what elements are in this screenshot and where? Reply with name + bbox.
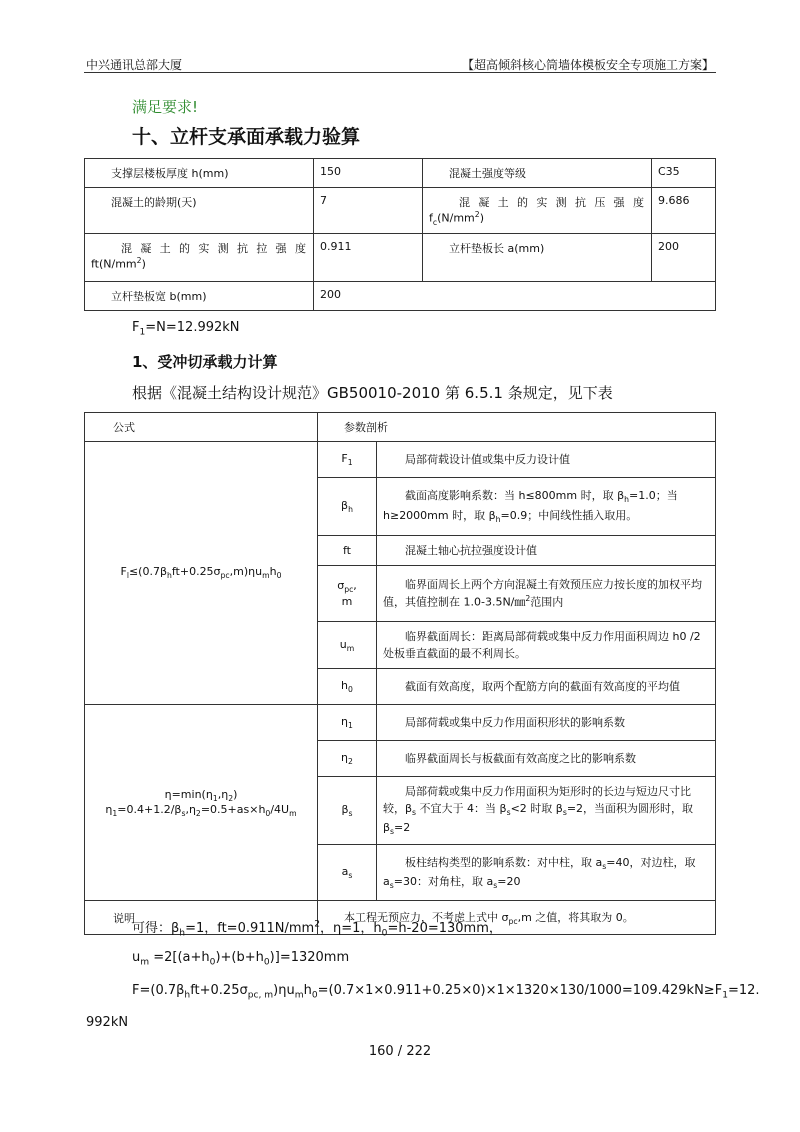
- param-description: 临界截面周长：距离局部荷载或集中反力作用面积周边 h0 /2 处板垂直截面的最不利周长。: [377, 622, 716, 669]
- param-label: 立杆垫板宽 b(mm): [85, 281, 314, 310]
- param-value: 200: [314, 281, 716, 310]
- param-value: 200: [652, 233, 716, 281]
- param-description: 局部荷载或集中反力作用面积为矩形时的长边与短边尺寸比较，$\beta_s$ 不宜大于 4：当 $\beta_s<2$ 时取 $\beta_s=2$，当面积为圆形时，取 $\beta_s=2$: [377, 777, 716, 845]
- formula-cell: $\eta=\min(\eta_1,\eta_2)$ $\eta_1=0.4+1.2/\beta_s,\eta_2=0.5+as\times h_0/4U_m$: [85, 705, 318, 901]
- formula-cell: $F_l\le(0.7\beta_hft+0.25\sigma_{pc},m)\eta u_mh_0$: [85, 442, 318, 705]
- params-table: [84, 158, 716, 311]
- param-symbol: $\sigma_{pc}$, m: [318, 566, 377, 622]
- param-description: 板柱结构类型的影响系数：对中柱，取 $a_s=40$，对边柱，取 $a_s=30$：对角柱，取 $a_s=20$: [377, 845, 716, 901]
- param-description: 临界面周长上两个方向混凝土有效预压应力按长度的加权平均值，其值控制在 1.0-3.5N/㎜$^2$范围内: [377, 566, 716, 622]
- header-divider: [84, 72, 716, 73]
- result-line-2: $u_m =2[(a+h_0)+(b+h_0)]=1320mm$: [132, 950, 350, 968]
- param-value: 7: [314, 188, 423, 234]
- param-label: 立杆垫板长 a(mm): [423, 233, 652, 281]
- subsection-title: 1、受冲切承载力计算: [132, 353, 278, 371]
- param-symbol: $h_0$: [318, 669, 377, 705]
- param-symbol: $u_m$: [318, 622, 377, 669]
- ok-text: 满足要求!: [132, 98, 199, 116]
- param-value: 0.911: [314, 233, 423, 281]
- param-label: 支撑层楼板厚度 h(mm): [85, 159, 314, 188]
- param-description: 局部荷载设计值或集中反力设计值: [377, 442, 716, 478]
- col-header-params: 参数剖析: [318, 413, 716, 442]
- header-left: 中兴通讯总部大厦: [86, 58, 183, 72]
- result-line-4: 992kN: [86, 1015, 129, 1030]
- param-symbol: $a_s$: [318, 845, 377, 901]
- param-symbol: $\beta_s$: [318, 777, 377, 845]
- fc-label: 混凝土的实测抗压强度: [459, 196, 645, 209]
- ft-unit: $ft(N/mm^2)$: [91, 255, 146, 271]
- note-text: 本工程无预应力，不考虑上式中 $\sigma_{pc},m$ 之值，将其取为 0。: [318, 901, 716, 935]
- param-description: 截面有效高度，取两个配筋方向的截面有效高度的平均值: [377, 669, 716, 705]
- intro-text: 根据《混凝土结构设计规范》GB50010-2010 第 6.5.1 条规定，见下表: [132, 384, 613, 402]
- result-line-3: $F=(0.7\beta_hft+0.25\sigma_{pc, m})\eta u_mh_0=(0.7\times 1\times 0.911+0.25\times 0)\times 1\times 1320\times 130/1000=109.429kN\ge F_1=12$.: [132, 983, 760, 1001]
- param-description: 局部荷载或集中反力作用面积形状的影响系数: [377, 705, 716, 741]
- param-label: 混凝土的龄期(天): [85, 188, 314, 234]
- formula-table: [84, 412, 716, 935]
- group1-rows: [85, 442, 716, 705]
- header-right: 【超高倾斜核心筒墙体模板安全专项施工方案】: [461, 58, 714, 72]
- param-description: 混凝土轴心抗拉强度设计值: [377, 536, 716, 566]
- param-description: 截面高度影响系数：当 h≤800mm 时，取 $\beta_h=1.0$；当 h≥2000mm 时，取 $\beta_h=0.9$；中间线性插入取用。: [377, 478, 716, 536]
- param-description: 临界截面周长与板截面有效高度之比的影响系数: [377, 741, 716, 777]
- ft-label: 混凝土的实测抗拉强度: [121, 241, 307, 255]
- param-symbol: $\beta_h$: [318, 478, 377, 536]
- param-symbol: $F_1$: [318, 442, 377, 478]
- section-title: 十、立杆支承面承载力验算: [132, 126, 361, 148]
- result-line-1: 可得：$\beta_h=1$，$ft=0.911N/mm^2$，η=1，$h_0=h-20=130mm$，: [132, 919, 502, 939]
- param-label-fc: [423, 188, 652, 234]
- param-symbol: $\eta_2$: [318, 741, 377, 777]
- page-number: 160 / 222: [368, 1044, 432, 1059]
- fc-unit: $f_c(N/mm^2)$: [429, 210, 484, 227]
- col-header-formula: 公式: [85, 413, 318, 442]
- param-label-ft: [85, 233, 314, 281]
- param-value: 9.686: [652, 188, 716, 234]
- param-symbol: $\eta_1$: [318, 705, 377, 741]
- param-value: C35: [652, 159, 716, 188]
- param-value: 150: [314, 159, 423, 188]
- param-label: 混凝土强度等级: [423, 159, 652, 188]
- f1-line: $F_1=N=12.992kN$: [132, 320, 240, 338]
- group2-rows: [85, 705, 716, 901]
- param-symbol: ft: [318, 536, 377, 566]
- note-label: 说明: [85, 901, 318, 935]
